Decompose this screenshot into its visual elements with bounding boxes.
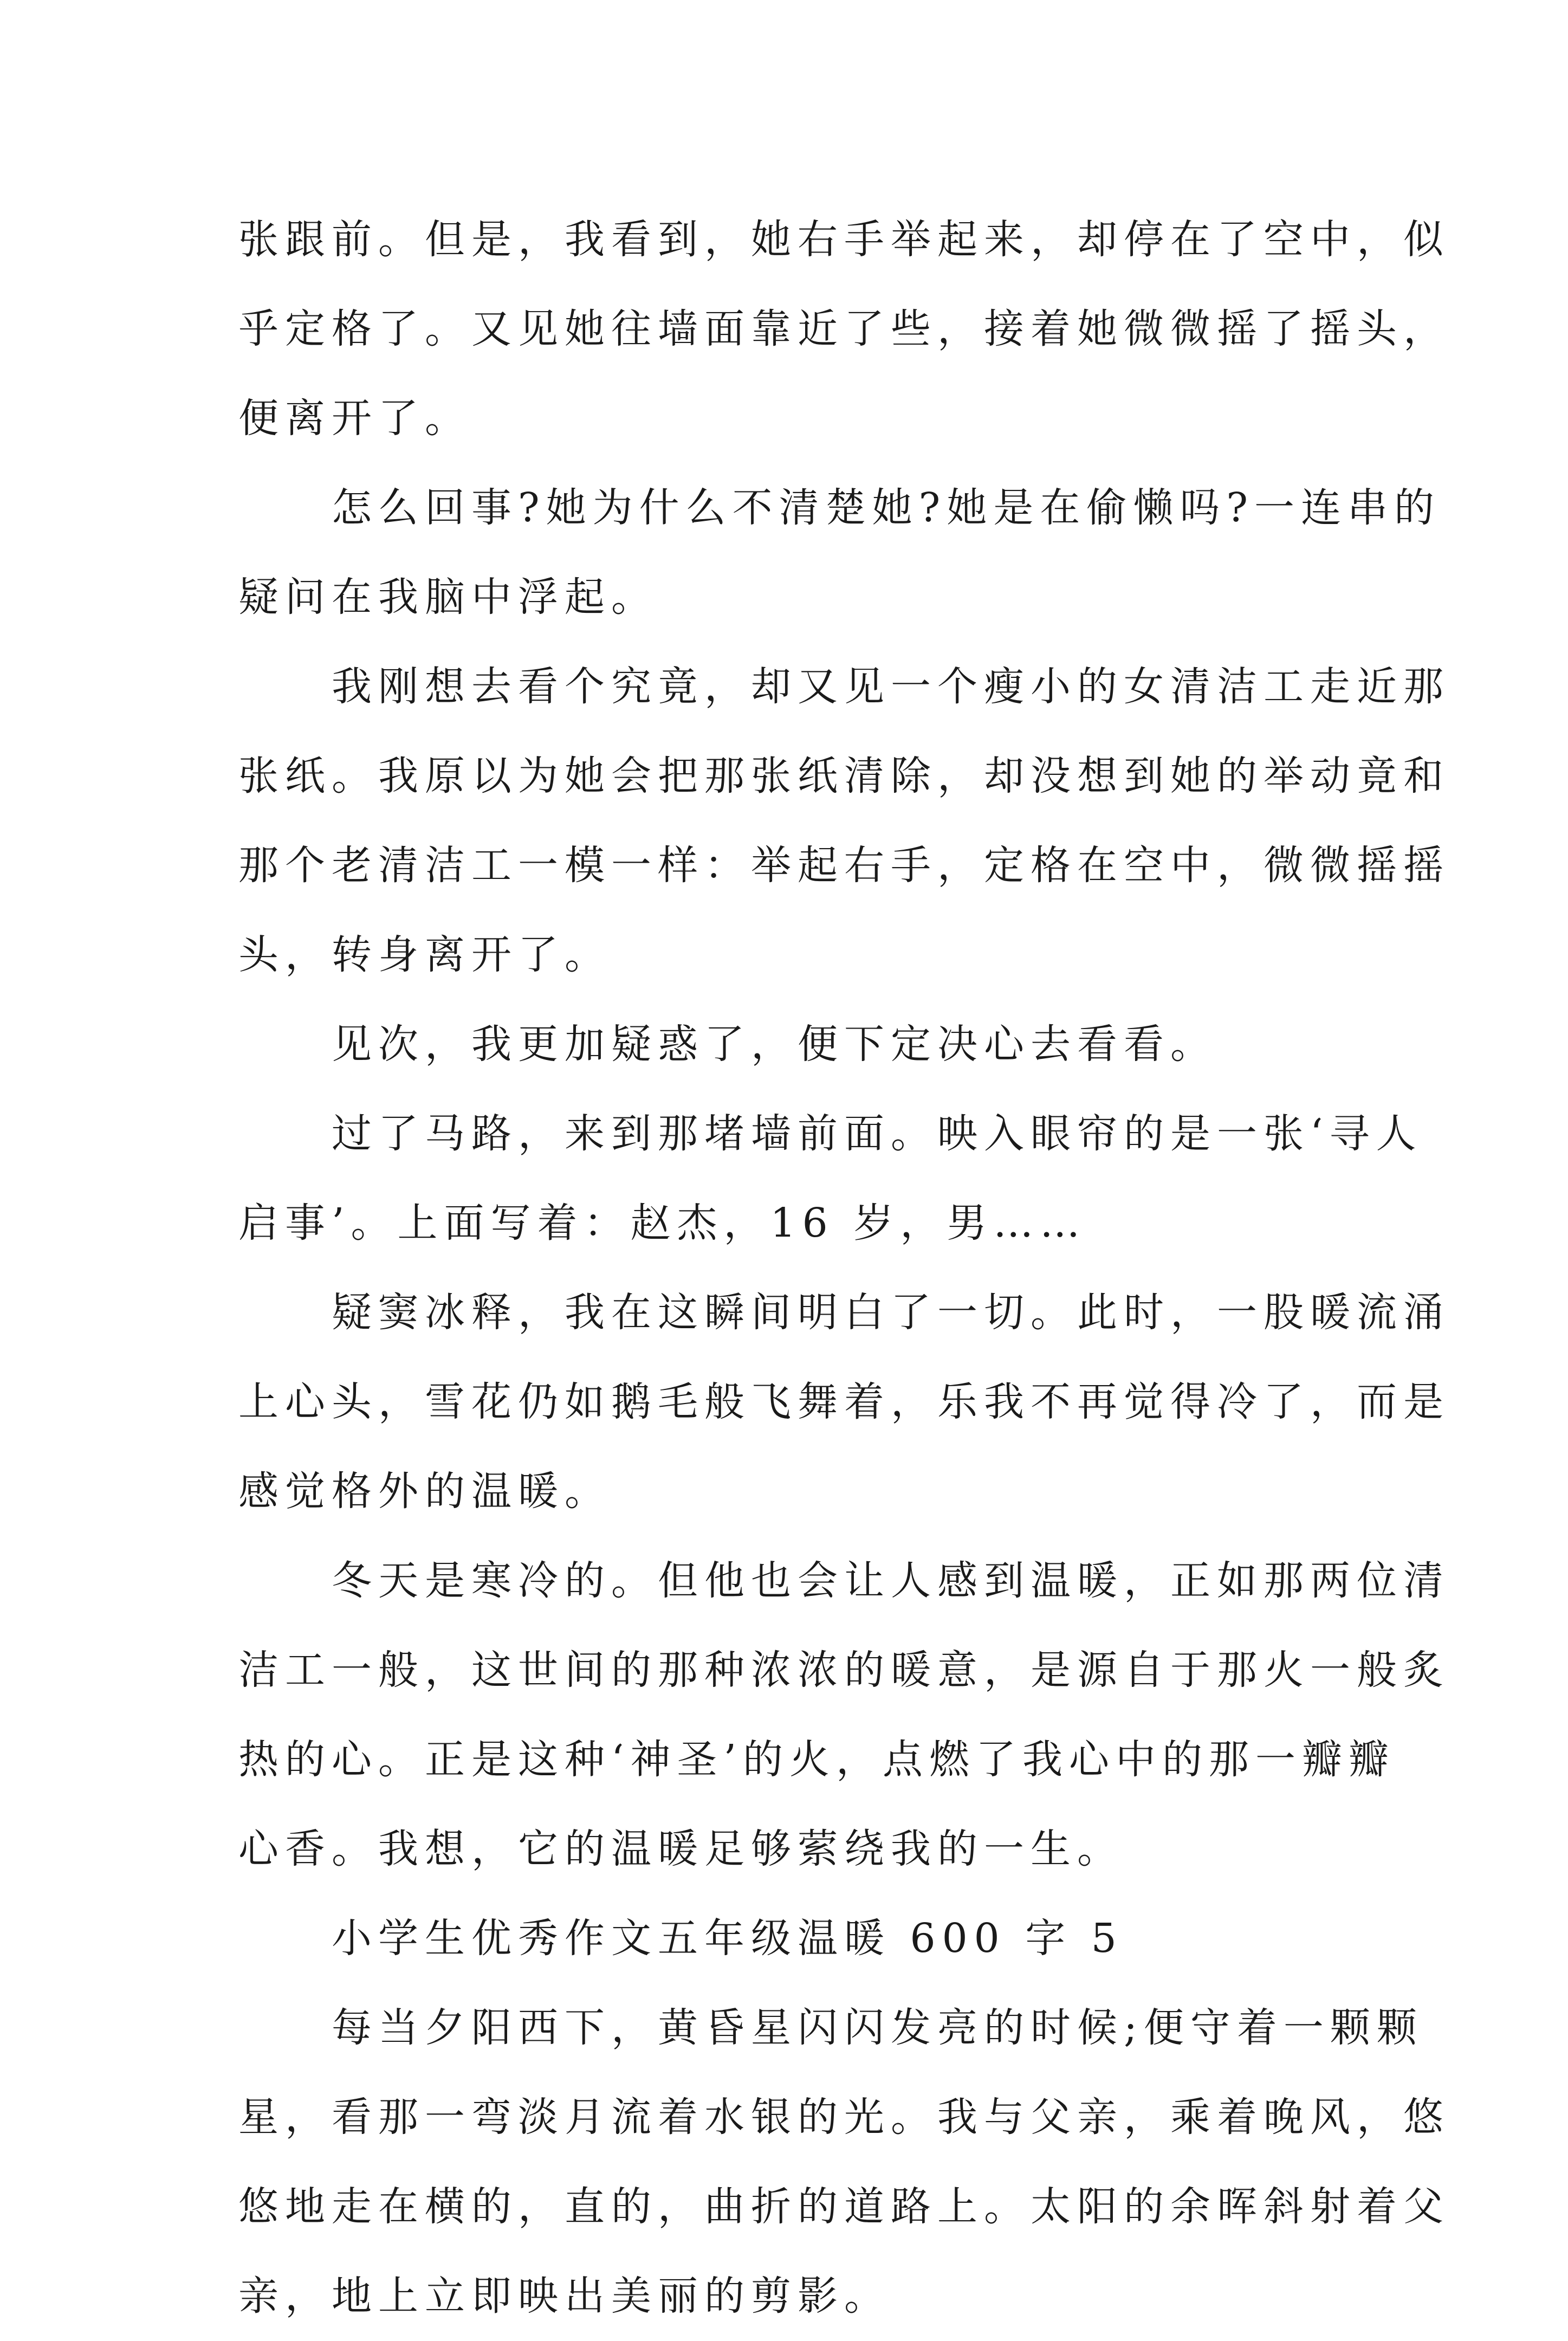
text-line: 星，看那一弯淡月流着水银的光。我与父亲，乘着晚风，悠: [238, 2094, 1450, 2140]
paragraph-first-line: 见次，我更加疑惑了，便下定决心去看看。: [332, 1021, 1217, 1068]
paragraph-first-line: 我刚想去看个究竟，却又见一个瘦小的女清洁工走近那: [332, 663, 1450, 710]
text-line: 便离开了。: [238, 395, 471, 442]
text-body: [238, 195, 1450, 2341]
text-line: 启事’。上面写着：赵杰，16 岁，男……: [238, 1200, 1087, 1246]
paragraph-first-line: 疑窦冰释，我在这瞬间明白了一切。此时，一股暖流涌: [332, 1289, 1450, 1336]
text-line: 头，转身离开了。: [238, 932, 611, 978]
paragraph-first-line: 怎么回事?她为什么不清楚她?她是在偷懒吗?一连串的: [332, 484, 1441, 531]
text-line: 热的心。正是这种‘神圣’的火，点燃了我心中的那一瓣瓣: [238, 1736, 1396, 1783]
section-heading: 小学生优秀作文五年级温暖 600 字 5: [332, 1915, 1123, 1962]
text-line: 乎定格了。又见她往墙面靠近了些，接着她微微摇了摇头，: [238, 306, 1450, 352]
paragraph-first-line: 每当夕阳西下，黄昏星闪闪发亮的时候;便守着一颗颗: [332, 2004, 1423, 2051]
paragraph-first-line: 过了马路，来到那堵墙前面。映入眼帘的是一张‘寻人: [332, 1110, 1423, 1157]
text-line: 悠地走在横的，直的，曲折的道路上。太阳的余晖斜射着父: [238, 2183, 1450, 2230]
text-line: 感觉格外的温暖。: [238, 1468, 611, 1515]
paragraph-first-line: 冬天是寒冷的。但他也会让人感到温暖，正如那两位清: [332, 1557, 1450, 1604]
text-line: 张纸。我原以为她会把那张纸清除，却没想到她的举动竟和: [238, 753, 1450, 799]
text-line: 心香。我想，它的温暖足够萦绕我的一生。: [238, 1826, 1124, 1872]
text-line: 上心头，雪花仍如鹅毛般飞舞着，乐我不再觉得冷了，而是: [238, 1379, 1450, 1425]
text-line: 那个老清洁工一模一样：举起右手，定格在空中，微微摇摇: [238, 842, 1450, 889]
text-line: 疑问在我脑中浮起。: [238, 574, 658, 620]
text-line: 张跟前。但是，我看到，她右手举起来，却停在了空中，似: [238, 216, 1450, 263]
text-line: 亲，地上立即映出美丽的剪影。: [238, 2273, 891, 2319]
text-line: 洁工一般，这世间的那种浓浓的暖意，是源自于那火一般炙: [238, 1647, 1450, 1693]
